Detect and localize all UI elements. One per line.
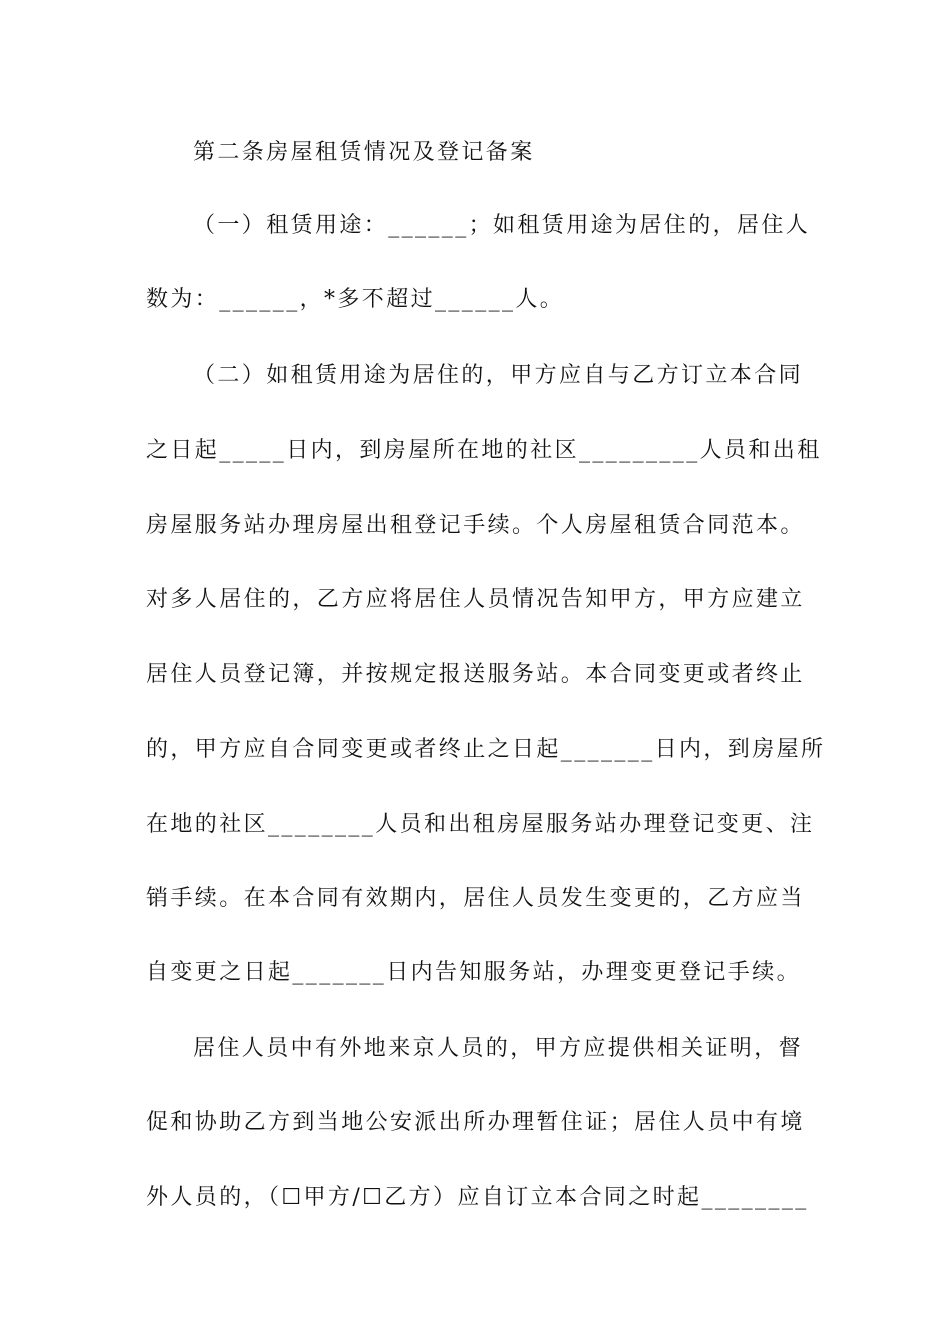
paragraph-line: （一）租赁用途：______；如租赁用途为居住的，居住人	[193, 213, 811, 238]
paragraph-line: 房屋服务站办理房屋出租登记手续。个人房屋租赁合同范本。	[146, 513, 805, 538]
paragraph-line: （二）如租赁用途为居住的，甲方应自与乙方订立本合同	[193, 363, 804, 388]
paragraph-line: 数为：______，*多不超过______人。	[146, 287, 565, 312]
paragraph-line: 在地的社区________人员和出租房屋服务站办理登记变更、注	[146, 812, 815, 837]
paragraph-line: 销手续。在本合同有效期内，居住人员发生变更的，乙方应当	[146, 886, 805, 911]
paragraph-line: 居住人员登记簿，并按规定报送服务站。本合同变更或者终止	[146, 662, 805, 687]
paragraph-line: 外人员的，（☐甲方/☐乙方）应自订立本合同之时起________	[146, 1185, 809, 1210]
paragraph-line: 促和协助乙方到当地公安派出所办理暂住证；居住人员中有境	[146, 1110, 805, 1135]
paragraph-line: 自变更之日起_______日内告知服务站，办理变更登记手续。	[146, 960, 802, 985]
paragraph-line: 居住人员中有外地来京人员的，甲方应提供相关证明，督	[193, 1036, 804, 1061]
paragraph-line: 对多人居住的，乙方应将居住人员情况告知甲方，甲方应建立	[146, 587, 805, 612]
section-heading: 第二条房屋租赁情况及登记备案	[193, 140, 535, 165]
paragraph-line: 的，甲方应自合同变更或者终止之日起_______日内，到房屋所	[146, 737, 826, 762]
paragraph-line: 之日起_____日内，到房屋所在地的社区_________人员和出租	[146, 438, 822, 463]
